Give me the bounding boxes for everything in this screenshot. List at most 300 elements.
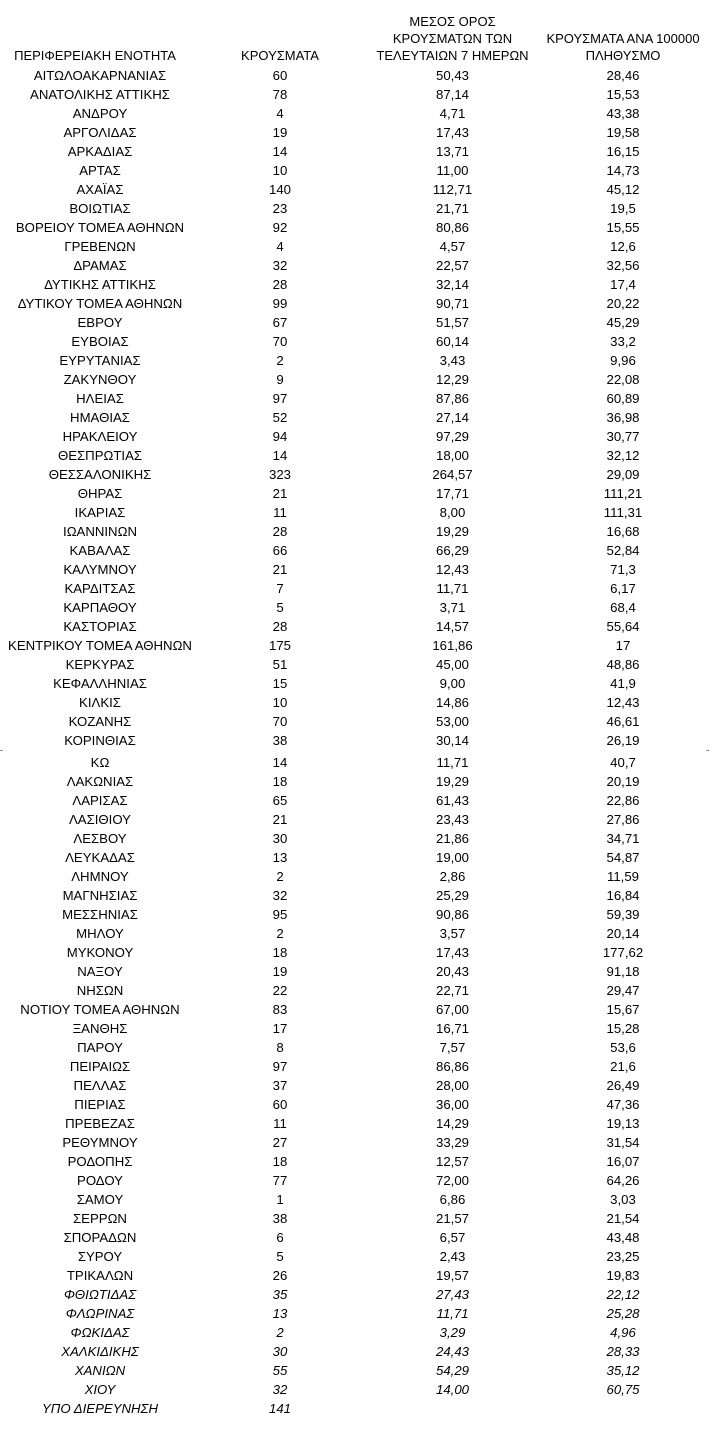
table-row <box>0 1323 711 1342</box>
cell-per100k: 41,9 <box>610 676 636 691</box>
cell-area: ΝΑΞΟΥ <box>77 964 123 979</box>
cell-per100k: 111,21 <box>603 486 643 501</box>
cell-avg7: 3,71 <box>439 600 466 615</box>
cell-area: ΘΗΡΑΣ <box>77 486 123 501</box>
cell-per100k: 4,96 <box>610 1325 636 1340</box>
cell-area: ΘΕΣΣΑΛΟΝΙΚΗΣ <box>48 467 152 482</box>
cell-avg7: 50,43 <box>435 68 469 83</box>
table-row <box>0 674 711 693</box>
cell-per100k: 19,5 <box>610 201 636 216</box>
cell-per100k: 16,15 <box>606 144 640 159</box>
cell-cases: 32 <box>272 258 288 273</box>
cell-avg7: 2,43 <box>439 1249 466 1264</box>
table-row <box>0 829 711 848</box>
cell-area: ΛΑΣΙΘΙΟΥ <box>69 812 131 827</box>
cell-area: ΛΕΥΚΑΔΑΣ <box>65 850 135 865</box>
cell-avg7: 32,14 <box>435 277 469 292</box>
cell-per100k: 34,71 <box>606 831 640 846</box>
cell-cases: 4 <box>276 106 284 121</box>
cell-avg7: 12,29 <box>435 372 469 387</box>
cell-per100k: 32,12 <box>606 448 640 463</box>
table-row <box>0 484 711 503</box>
page-break-mark-left <box>0 750 3 751</box>
cell-area: ΚΑΡΔΙΤΣΑΣ <box>64 581 136 596</box>
header-avg7: ΜΕΣΟΣ ΟΡΟΣ ΚΡΟΥΣΜΑΤΩΝ ΤΩΝ ΤΕΛΕΥΤΑΙΩΝ 7 ΗΜΕΡΩΝ <box>376 14 529 63</box>
cell-per100k: 22,08 <box>606 372 640 387</box>
table-row <box>0 791 711 810</box>
cell-cases: 97 <box>272 1059 288 1074</box>
table-row <box>0 1266 711 1285</box>
cell-cases: 60 <box>272 1097 288 1112</box>
cell-cases: 19 <box>272 964 288 979</box>
cell-cases: 67 <box>272 315 288 330</box>
cell-avg7: 12,43 <box>435 562 469 577</box>
cell-area: ΕΥΡΥΤΑΝΙΑΣ <box>59 353 141 368</box>
table-row <box>0 693 711 712</box>
cell-avg7: 19,29 <box>435 774 469 789</box>
cell-avg7: 7,57 <box>439 1040 466 1055</box>
cell-area: ΣΕΡΡΩΝ <box>73 1211 127 1226</box>
cell-avg7: 17,71 <box>435 486 469 501</box>
table-row <box>0 1114 711 1133</box>
cell-avg7: 13,71 <box>435 144 469 159</box>
cell-area: ΜΕΣΣΗΝΙΑΣ <box>62 907 138 922</box>
table-row <box>0 962 711 981</box>
cell-area: ΡΟΔΟΠΗΣ <box>67 1154 133 1169</box>
page-break-mark-right <box>706 750 709 751</box>
cell-area: ΚΑΛΥΜΝΟΥ <box>63 562 137 577</box>
cell-cases: 5 <box>276 1249 284 1264</box>
table-row <box>0 522 711 541</box>
cell-area: ΕΒΡΟΥ <box>77 315 123 330</box>
cell-area: ΑΙΤΩΛΟΑΚΑΡΝΑΝΙΑΣ <box>33 68 167 83</box>
cell-avg7: 264,57 <box>432 467 473 482</box>
table-row <box>0 389 711 408</box>
cell-cases: 92 <box>272 220 288 235</box>
cell-avg7: 18,00 <box>435 448 469 463</box>
cell-per100k: 40,7 <box>610 755 636 770</box>
cell-area: ΚΙΛΚΙΣ <box>79 695 121 710</box>
cell-per100k: 21,6 <box>610 1059 636 1074</box>
cell-area: ΛΕΣΒΟΥ <box>73 831 127 846</box>
cell-avg7: 2,86 <box>439 869 466 884</box>
cell-cases: 23 <box>272 201 288 216</box>
cell-avg7: 28,00 <box>435 1078 469 1093</box>
cell-area: ΚΕΦΑΛΛΗΝΙΑΣ <box>53 676 147 691</box>
table-row <box>0 810 711 829</box>
cell-cases: 11 <box>273 505 287 520</box>
cell-area: ΣΑΜΟΥ <box>76 1192 124 1207</box>
cell-area: ΤΡΙΚΑΛΩΝ <box>66 1268 134 1283</box>
cell-avg7: 72,00 <box>435 1173 469 1188</box>
table-row <box>0 446 711 465</box>
cell-per100k: 36,98 <box>606 410 640 425</box>
cell-cases: 60 <box>272 68 288 83</box>
cell-cases: 14 <box>272 755 288 770</box>
cell-per100k: 55,64 <box>606 619 640 634</box>
table-row <box>0 1342 711 1361</box>
cell-area: ΛΗΜΝΟΥ <box>71 869 129 884</box>
cell-per100k: 29,47 <box>606 983 640 998</box>
table-row <box>0 370 711 389</box>
table-row <box>0 1019 711 1038</box>
cell-per100k: 68,4 <box>610 600 636 615</box>
cell-area: ΜΑΓΝΗΣΙΑΣ <box>62 888 138 903</box>
cell-area: ΝΗΣΩΝ <box>76 983 124 998</box>
cell-per100k: 177,62 <box>602 945 644 960</box>
cell-per100k: 53,6 <box>610 1040 636 1055</box>
cell-cases: 18 <box>272 1154 288 1169</box>
table-row <box>0 1380 711 1399</box>
cell-per100k: 22,12 <box>606 1287 640 1302</box>
cell-area: ΚΑΒΑΛΑΣ <box>69 543 131 558</box>
cell-avg7: 19,00 <box>435 850 469 865</box>
cell-per100k: 48,86 <box>606 657 640 672</box>
table-row <box>0 408 711 427</box>
cell-cases: 14 <box>272 448 288 463</box>
cell-per100k: 64,26 <box>606 1173 640 1188</box>
cell-cases: 30 <box>272 831 288 846</box>
cell-per100k: 21,54 <box>606 1211 640 1226</box>
table-row <box>0 313 711 332</box>
table-row <box>0 218 711 237</box>
cell-avg7: 112,71 <box>432 182 473 197</box>
cell-area: ΚΕΝΤΡΙΚΟΥ ΤΟΜΕΑ ΑΘΗΝΩΝ <box>8 638 192 653</box>
cell-avg7: 20,43 <box>435 964 469 979</box>
cell-avg7: 97,29 <box>435 429 469 444</box>
cell-cases: 35 <box>272 1287 288 1302</box>
cell-area: ΔΥΤΙΚΟΥ ΤΟΜΕΑ ΑΘΗΝΩΝ <box>17 296 183 311</box>
cell-area: ΥΠΟ ΔΙΕΡΕΥΝΗΣΗ <box>42 1401 158 1416</box>
cell-cases: 6 <box>276 1230 284 1245</box>
cell-per100k: 71,3 <box>610 562 636 577</box>
cell-per100k: 47,36 <box>606 1097 640 1112</box>
header-cases: ΚΡΟΥΣΜΑΤΑ <box>241 48 319 63</box>
table-row <box>0 1038 711 1057</box>
cell-area: ΧΑΛΚΙΔΙΚΗΣ <box>61 1344 139 1359</box>
table-body <box>0 66 711 1418</box>
cell-avg7: 4,57 <box>439 239 466 254</box>
cell-per100k: 16,84 <box>606 888 640 903</box>
table-row <box>0 256 711 275</box>
cell-avg7: 66,29 <box>435 543 469 558</box>
cell-avg7: 90,71 <box>435 296 469 311</box>
cell-cases: 1 <box>276 1192 284 1207</box>
cell-cases: 83 <box>272 1002 288 1017</box>
cell-per100k: 25,28 <box>606 1306 640 1321</box>
cell-area: ΠΑΡΟΥ <box>77 1040 123 1055</box>
cell-per100k: 20,22 <box>606 296 640 311</box>
cell-per100k: 19,83 <box>606 1268 640 1283</box>
cell-cases: 65 <box>272 793 288 808</box>
table-row <box>0 1247 711 1266</box>
table-row <box>0 1152 711 1171</box>
cell-area: ΙΚΑΡΙΑΣ <box>74 505 126 520</box>
cell-avg7: 6,86 <box>439 1192 466 1207</box>
cell-cases: 10 <box>272 695 288 710</box>
cell-per100k: 32,56 <box>606 258 640 273</box>
cell-per100k: 23,25 <box>606 1249 640 1264</box>
cell-cases: 78 <box>272 87 288 102</box>
cell-per100k: 14,73 <box>606 163 640 178</box>
cell-area: ΘΕΣΠΡΩΤΙΑΣ <box>57 448 143 463</box>
cell-cases: 5 <box>276 600 284 615</box>
cell-cases: 38 <box>272 733 288 748</box>
cell-per100k: 59,39 <box>606 907 640 922</box>
cell-cases: 14 <box>272 144 288 159</box>
cell-area: ΙΩΑΝΝΙΝΩΝ <box>63 524 137 539</box>
cell-area: ΛΑΚΩΝΙΑΣ <box>66 774 134 789</box>
cell-avg7: 11,00 <box>436 163 469 178</box>
cell-per100k: 3,03 <box>610 1192 636 1207</box>
cell-cases: 11 <box>273 1116 287 1131</box>
table-row <box>0 1095 711 1114</box>
cell-per100k: 6,17 <box>610 581 636 596</box>
header-per100k: ΚΡΟΥΣΜΑΤΑ ΑΝΑ 100000 ΠΛΗΘΥΣΜΟ <box>546 31 700 63</box>
cell-cases: 77 <box>272 1173 288 1188</box>
table-row <box>0 1171 711 1190</box>
cell-area: ΧΑΝΙΩΝ <box>74 1363 126 1378</box>
cell-avg7: 14,86 <box>435 695 469 710</box>
cell-avg7: 33,29 <box>435 1135 469 1150</box>
cell-per100k: 43,38 <box>606 106 640 121</box>
table-row <box>0 104 711 123</box>
cell-avg7: 161,86 <box>432 638 473 653</box>
cell-area: ΠΡΕΒΕΖΑΣ <box>65 1116 135 1131</box>
cell-avg7: 4,71 <box>439 106 466 121</box>
cell-avg7: 9,00 <box>439 676 466 691</box>
cell-cases: 18 <box>272 774 288 789</box>
cell-area: ΡΕΘΥΜΝΟΥ <box>62 1135 138 1150</box>
cell-cases: 70 <box>272 714 288 729</box>
cell-area: ΜΗΛΟΥ <box>76 926 124 941</box>
cell-per100k: 46,61 <box>606 714 640 729</box>
cell-per100k: 60,89 <box>606 391 640 406</box>
cell-per100k: 16,07 <box>606 1154 640 1169</box>
cell-avg7: 80,86 <box>435 220 469 235</box>
cell-cases: 9 <box>276 372 284 387</box>
cell-area: ΗΜΑΘΙΑΣ <box>70 410 130 425</box>
cell-area: ΚΑΡΠΑΘΟΥ <box>63 600 137 615</box>
table-row <box>0 981 711 1000</box>
cell-avg7: 30,14 <box>435 733 469 748</box>
cell-cases: 66 <box>272 543 288 558</box>
cell-per100k: 28,46 <box>606 68 640 83</box>
cell-area: ΦΛΩΡΙΝΑΣ <box>65 1306 135 1321</box>
cell-cases: 2 <box>276 1325 284 1340</box>
cell-cases: 2 <box>276 353 284 368</box>
cell-cases: 37 <box>272 1078 288 1093</box>
table-row <box>0 503 711 522</box>
table-row <box>0 1000 711 1019</box>
cell-per100k: 15,67 <box>606 1002 640 1017</box>
cell-avg7: 87,14 <box>435 87 469 102</box>
cell-per100k: 15,55 <box>606 220 640 235</box>
cell-cases: 51 <box>272 657 288 672</box>
table-row <box>0 123 711 142</box>
table-row <box>0 427 711 446</box>
table-row <box>0 753 711 772</box>
cell-per100k: 111,31 <box>603 505 643 520</box>
cell-avg7: 27,14 <box>435 410 469 425</box>
table-row <box>0 636 711 655</box>
cell-area: ΚΟΖΑΝΗΣ <box>68 714 132 729</box>
cell-area: ΡΟΔΟΥ <box>77 1173 123 1188</box>
cell-cases: 19 <box>272 125 288 140</box>
table-row <box>0 294 711 313</box>
cell-cases: 30 <box>272 1344 288 1359</box>
cell-per100k: 54,87 <box>606 850 640 865</box>
cell-area: ΠΕΙΡΑΙΩΣ <box>69 1059 131 1074</box>
cell-cases: 323 <box>268 467 291 482</box>
cell-avg7: 53,00 <box>435 714 469 729</box>
table-row <box>0 655 711 674</box>
cell-cases: 18 <box>272 945 288 960</box>
cell-area: ΚΑΣΤΟΡΙΑΣ <box>63 619 137 634</box>
cell-per100k: 20,19 <box>606 774 640 789</box>
cell-per100k: 31,54 <box>606 1135 640 1150</box>
cell-area: ΑΡΚΑΔΙΑΣ <box>67 144 133 159</box>
cell-cases: 15 <box>272 676 288 691</box>
cell-per100k: 17,4 <box>610 277 636 292</box>
cell-area: ΑΝΔΡΟΥ <box>72 106 128 121</box>
cell-area: ΚΩ <box>90 755 110 770</box>
cell-avg7: 60,14 <box>435 334 469 349</box>
cell-area: ΦΘΙΩΤΙΔΑΣ <box>63 1287 137 1302</box>
cell-per100k: 27,86 <box>606 812 640 827</box>
cell-avg7: 11,71 <box>436 1306 469 1321</box>
cell-cases: 17 <box>272 1021 288 1036</box>
cell-area: ΝΟΤΙΟΥ ΤΟΜΕΑ ΑΘΗΝΩΝ <box>20 1002 180 1017</box>
cell-cases: 55 <box>272 1363 288 1378</box>
cell-cases: 13 <box>272 850 288 865</box>
cell-cases: 4 <box>276 239 284 254</box>
cell-area: ΠΙΕΡΙΑΣ <box>74 1097 126 1112</box>
cell-per100k: 30,77 <box>606 429 640 444</box>
cell-cases: 28 <box>272 524 288 539</box>
table-row <box>0 943 711 962</box>
table-row <box>0 1209 711 1228</box>
cell-avg7: 87,86 <box>435 391 469 406</box>
table-row <box>0 351 711 370</box>
table-row <box>0 1133 711 1152</box>
cell-cases: 140 <box>268 182 291 197</box>
cell-area: ΑΧΑΪΑΣ <box>76 182 124 197</box>
table-row <box>0 886 711 905</box>
cell-per100k: 35,12 <box>606 1363 640 1378</box>
table-row <box>0 560 711 579</box>
cell-area: ΣΠΟΡΑΔΩΝ <box>63 1230 137 1245</box>
cell-area: ΠΕΛΛΑΣ <box>73 1078 127 1093</box>
cell-per100k: 60,75 <box>606 1382 640 1397</box>
table-row <box>0 867 711 886</box>
table-row <box>0 465 711 484</box>
cell-avg7: 6,57 <box>439 1230 466 1245</box>
cell-per100k: 15,28 <box>606 1021 640 1036</box>
cell-cases: 8 <box>276 1040 284 1055</box>
cell-avg7: 45,00 <box>435 657 469 672</box>
cell-cases: 70 <box>272 334 288 349</box>
cell-per100k: 19,13 <box>606 1116 640 1131</box>
cell-area: ΒΟΙΩΤΙΑΣ <box>69 201 131 216</box>
cell-area: ΧΙΟΥ <box>84 1382 116 1397</box>
cell-cases: 32 <box>272 888 288 903</box>
table-row <box>0 332 711 351</box>
cell-avg7: 27,43 <box>435 1287 469 1302</box>
table-row <box>0 772 711 791</box>
cell-avg7: 23,43 <box>435 812 469 827</box>
table-row <box>0 1285 711 1304</box>
header-area: ΠΕΡΙΦΕΡΕΙΑΚΗ ΕΝΟΤΗΤΑ <box>14 48 176 63</box>
cell-avg7: 86,86 <box>435 1059 469 1074</box>
cell-cases: 2 <box>276 869 284 884</box>
cell-per100k: 9,96 <box>610 353 636 368</box>
cell-avg7: 17,43 <box>435 125 469 140</box>
table-row <box>0 579 711 598</box>
cell-avg7: 21,86 <box>435 831 469 846</box>
cell-avg7: 61,43 <box>435 793 469 808</box>
cell-avg7: 22,71 <box>435 983 469 998</box>
cell-cases: 38 <box>272 1211 288 1226</box>
cell-avg7: 19,57 <box>435 1268 469 1283</box>
table-row <box>0 1399 711 1418</box>
cell-avg7: 17,43 <box>435 945 469 960</box>
cell-cases: 28 <box>272 619 288 634</box>
cell-area: ΞΑΝΘΗΣ <box>72 1021 128 1036</box>
cell-cases: 175 <box>268 638 291 653</box>
cell-cases: 22 <box>272 983 288 998</box>
cell-avg7: 21,57 <box>435 1211 469 1226</box>
cell-area: ΓΡΕΒΕΝΩΝ <box>64 239 136 254</box>
cell-area: ΛΑΡΙΣΑΣ <box>72 793 128 808</box>
table-row <box>0 1057 711 1076</box>
table-row <box>0 161 711 180</box>
table-row <box>0 1076 711 1095</box>
cell-area: ΑΡΤΑΣ <box>79 163 121 178</box>
cell-avg7: 3,57 <box>439 926 466 941</box>
cell-cases: 27 <box>272 1135 288 1150</box>
cell-area: ΜΥΚΟΝΟΥ <box>66 945 134 960</box>
cell-per100k: 28,33 <box>606 1344 640 1359</box>
cell-avg7: 54,29 <box>435 1363 469 1378</box>
cell-area: ΑΡΓΟΛΙΔΑΣ <box>63 125 137 140</box>
table-header <box>0 0 711 66</box>
cell-avg7: 14,00 <box>435 1382 469 1397</box>
cell-avg7: 36,00 <box>435 1097 469 1112</box>
cell-avg7: 3,29 <box>439 1325 466 1340</box>
cell-avg7: 14,57 <box>435 619 469 634</box>
table-row <box>0 180 711 199</box>
table-row <box>0 541 711 560</box>
cell-per100k: 45,12 <box>606 182 640 197</box>
cell-per100k: 43,48 <box>606 1230 640 1245</box>
table-row <box>0 712 711 731</box>
cell-cases: 32 <box>272 1382 288 1397</box>
cell-per100k: 20,14 <box>606 926 640 941</box>
cell-per100k: 22,86 <box>606 793 640 808</box>
cell-avg7: 24,43 <box>435 1344 469 1359</box>
cell-area: ΔΡΑΜΑΣ <box>73 258 127 273</box>
cell-per100k: 15,53 <box>606 87 640 102</box>
cell-cases: 28 <box>272 277 288 292</box>
cell-per100k: 26,49 <box>606 1078 640 1093</box>
cell-per100k: 52,84 <box>606 543 640 558</box>
cell-cases: 95 <box>272 907 288 922</box>
cell-avg7: 12,57 <box>435 1154 469 1169</box>
cell-avg7: 90,86 <box>435 907 469 922</box>
table-row <box>0 1304 711 1323</box>
cell-per100k: 26,19 <box>606 733 640 748</box>
